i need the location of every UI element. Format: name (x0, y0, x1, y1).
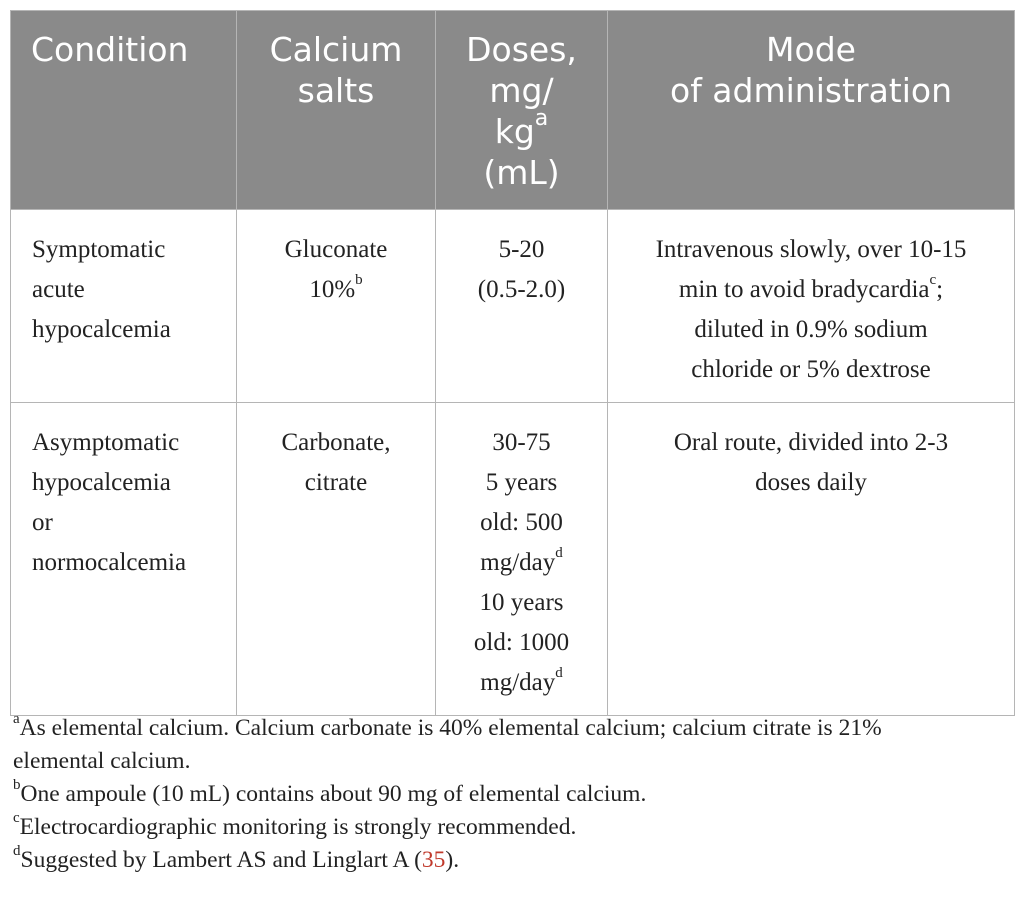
cell-text: Intravenous slowly, over 10-15 (655, 236, 967, 263)
header-calcium-salts (237, 11, 436, 210)
table-header-row (11, 11, 1015, 210)
cell-text: Carbonate, (281, 429, 391, 456)
footnote-marker: d (555, 664, 563, 681)
cell-salts (237, 403, 436, 716)
cell-text: 5 years (485, 469, 558, 496)
header-text: of administration (670, 71, 952, 110)
cell-text: Symptomatic (32, 236, 166, 263)
footnote-text: ). (445, 847, 460, 873)
cell-text: mg/day (480, 549, 556, 576)
header-text: (mL) (483, 153, 560, 192)
footnote-a-continued: elemental calcium. (13, 748, 191, 774)
header-text: Doses, (466, 30, 577, 69)
footnote-marker: a (13, 711, 20, 728)
cell-text: 30-75 (492, 429, 551, 456)
cell-text: hypocalcemia (32, 469, 171, 496)
footnote-marker: d (555, 544, 563, 561)
cell-text-with-marker (448, 663, 595, 703)
cell-text: 10% (309, 276, 356, 303)
footnote-marker: b (355, 271, 363, 288)
cell-text: old: 1000 (473, 629, 570, 656)
header-condition (11, 11, 237, 210)
footnote-c (13, 811, 1015, 844)
cell-doses (436, 210, 608, 403)
cell-text: min to avoid bradycardia (678, 276, 930, 303)
cell-text: Gluconate (284, 236, 388, 263)
cell-doses (436, 403, 608, 716)
cell-mode (608, 210, 1015, 403)
cell-text: old: 500 (480, 509, 563, 536)
table-row (11, 403, 1015, 716)
cell-text: acute (32, 276, 85, 303)
cell-text: Asymptomatic (32, 429, 180, 456)
footnote-marker: c (929, 271, 937, 288)
calcium-dosing-table (10, 10, 1015, 716)
cell-text-with-marker (448, 543, 595, 583)
cell-text: or (32, 509, 53, 536)
cell-text: citrate (304, 469, 368, 496)
footnote-text: Suggested by Lambert AS and Linglart A ( (20, 847, 422, 873)
header-text: kg (494, 112, 535, 151)
footnote-text: One ampoule (10 mL) contains about 90 mg of elemental calcium. (20, 781, 647, 807)
cell-text: mg/day (480, 669, 556, 696)
table-row (11, 210, 1015, 403)
footnote-marker: c (13, 810, 20, 827)
cell-salts (237, 210, 436, 403)
footnote-marker: a (534, 106, 549, 131)
cell-text: (0.5-2.0) (477, 276, 566, 303)
cell-mode (608, 403, 1015, 716)
header-mode-of-administration (608, 11, 1015, 210)
header-text: salts (297, 71, 375, 110)
footnote-marker: b (13, 777, 21, 794)
cell-text: 10 years (479, 589, 564, 616)
footnote-a (13, 712, 1015, 745)
cell-text: diluted in 0.9% sodium (694, 316, 928, 343)
cell-text: normocalcemia (32, 549, 187, 576)
header-text: Calcium (269, 30, 403, 69)
header-text: mg/ (489, 71, 554, 110)
header-text: Condition (31, 30, 189, 69)
cell-text: chloride or 5% dextrose (691, 356, 931, 383)
cell-text-with-marker (249, 270, 423, 310)
reference-link[interactable]: 35 (421, 847, 446, 873)
footnote-b (13, 778, 1015, 811)
calcium-dosing-table-container (10, 10, 1014, 716)
table-footnotes (13, 712, 1015, 877)
cell-text: ; (936, 276, 944, 303)
footnote-text: Electrocardiographic monitoring is strongly recommended. (19, 814, 577, 840)
footnote-d (13, 844, 1015, 877)
header-text: Mode (766, 30, 856, 69)
cell-text: hypocalcemia (32, 316, 171, 343)
footnote-text: As elemental calcium. Calcium carbonate is 40% elemental calcium; calcium citrate is 21% (19, 715, 882, 741)
footnote-marker: d (13, 843, 21, 860)
cell-text: 5-20 (498, 236, 545, 263)
cell-text-with-marker (620, 270, 1002, 310)
header-text-kg (446, 106, 597, 152)
cell-text: Oral route, divided into 2-3 (673, 429, 949, 456)
cell-text: doses daily (755, 469, 867, 496)
cell-condition (11, 210, 237, 403)
header-doses (436, 11, 608, 210)
cell-condition (11, 403, 237, 716)
